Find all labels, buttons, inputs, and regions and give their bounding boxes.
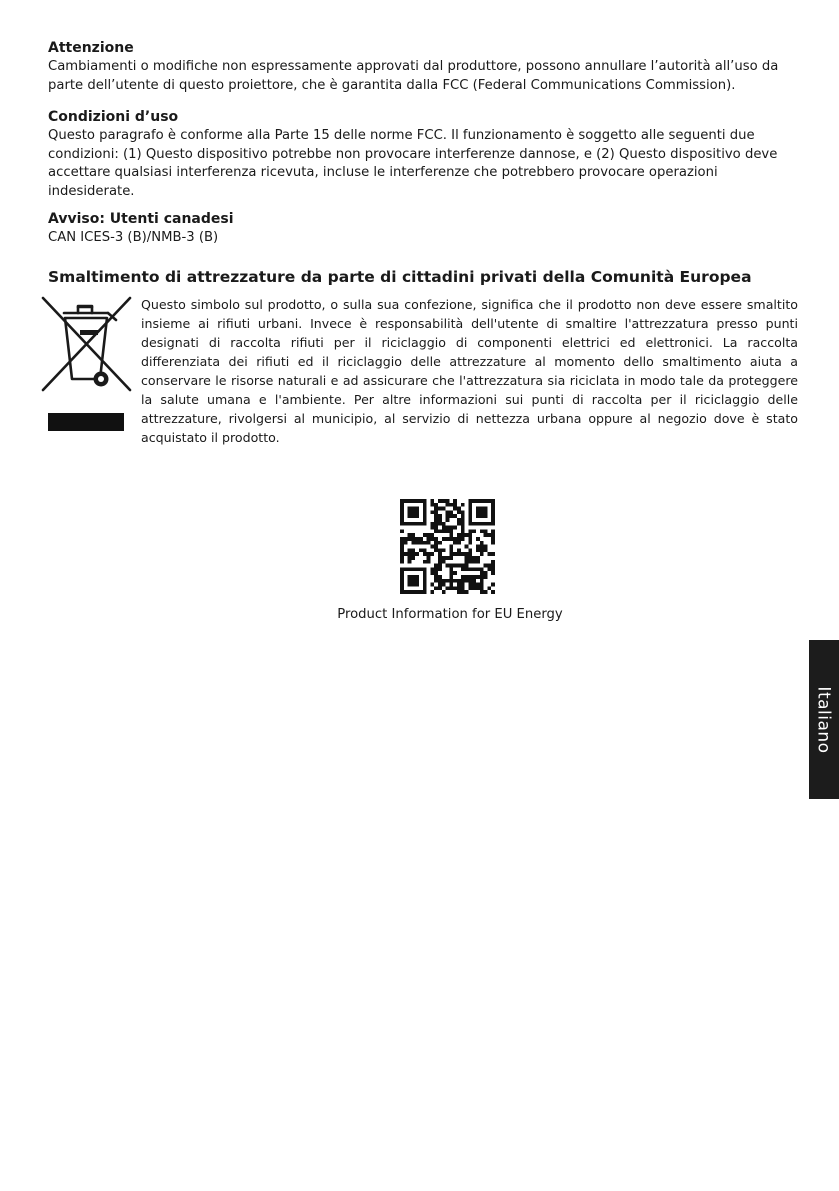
attention-heading: Attenzione: [48, 40, 134, 56]
language-tab-label: Italiano: [814, 685, 835, 754]
weee-heading: Smaltimento di attrezzature da parte di cittadini privati della Comunità Europea: [48, 268, 752, 286]
canada-section: [48, 209, 798, 248]
qr-code-icon[interactable]: [400, 499, 495, 594]
conditions-text: Questo paragrafo è conforme alla Parte 15 delle norme FCC. Il funzionamento è soggetto alle seguenti due condizioni: (1) Questo dispositivo potrebbe non provocare interferenze dannose, e (2) Questo dispositivo deve accettare qualsiasi interferenza ricevuta, incluse le interferenze che potrebbero provocare operazioni indesiderate.: [48, 128, 778, 199]
attention-section: [48, 38, 798, 95]
qr-caption: Product Information for EU Energy: [337, 607, 563, 622]
attention-text: Cambiamenti o modifiche non espressamente approvati dal produttore, possono annullare l’autorità all’uso da parte dell’utente di questo proiettore, che è garantita dalla FCC (Federal Communications Commission).: [48, 59, 779, 93]
conditions-heading: Condizioni d’uso: [48, 109, 179, 125]
canada-text: CAN ICES-3 (B)/NMB-3 (B): [48, 230, 219, 245]
conditions-section: [48, 107, 798, 201]
crossed-out-wheelie-bin-icon: [40, 296, 132, 436]
weee-text: Questo simbolo sul prodotto, o sulla sua confezione, significa che il prodotto non deve essere smaltito insieme ai rifiuti urbani. Invece è responsabilità dell'utente di smaltire l'attrezzatura presso punti designati di raccolta rifiuti per il riciclaggio di componenti elettrici ed elettronici. La raccolta differenziata dei rifiuti ed il riciclaggio delle attrezzature al momento dello smaltimento aiuta a conservare le risorse naturali e ad assicurare che l'attrezzatura sia riciclata in modo tale da proteggere la salute umana e l'ambiente. Per altre informazioni sui punti di raccolta per il riciclaggio delle attrezzature, rivolgersi al municipio, al servizio di nettezza urbana oppure al negozio dove è stato acquistato il prodotto.: [141, 297, 798, 445]
canada-heading: Avviso: Utenti canadesi: [48, 211, 234, 227]
language-tab: [809, 640, 839, 799]
